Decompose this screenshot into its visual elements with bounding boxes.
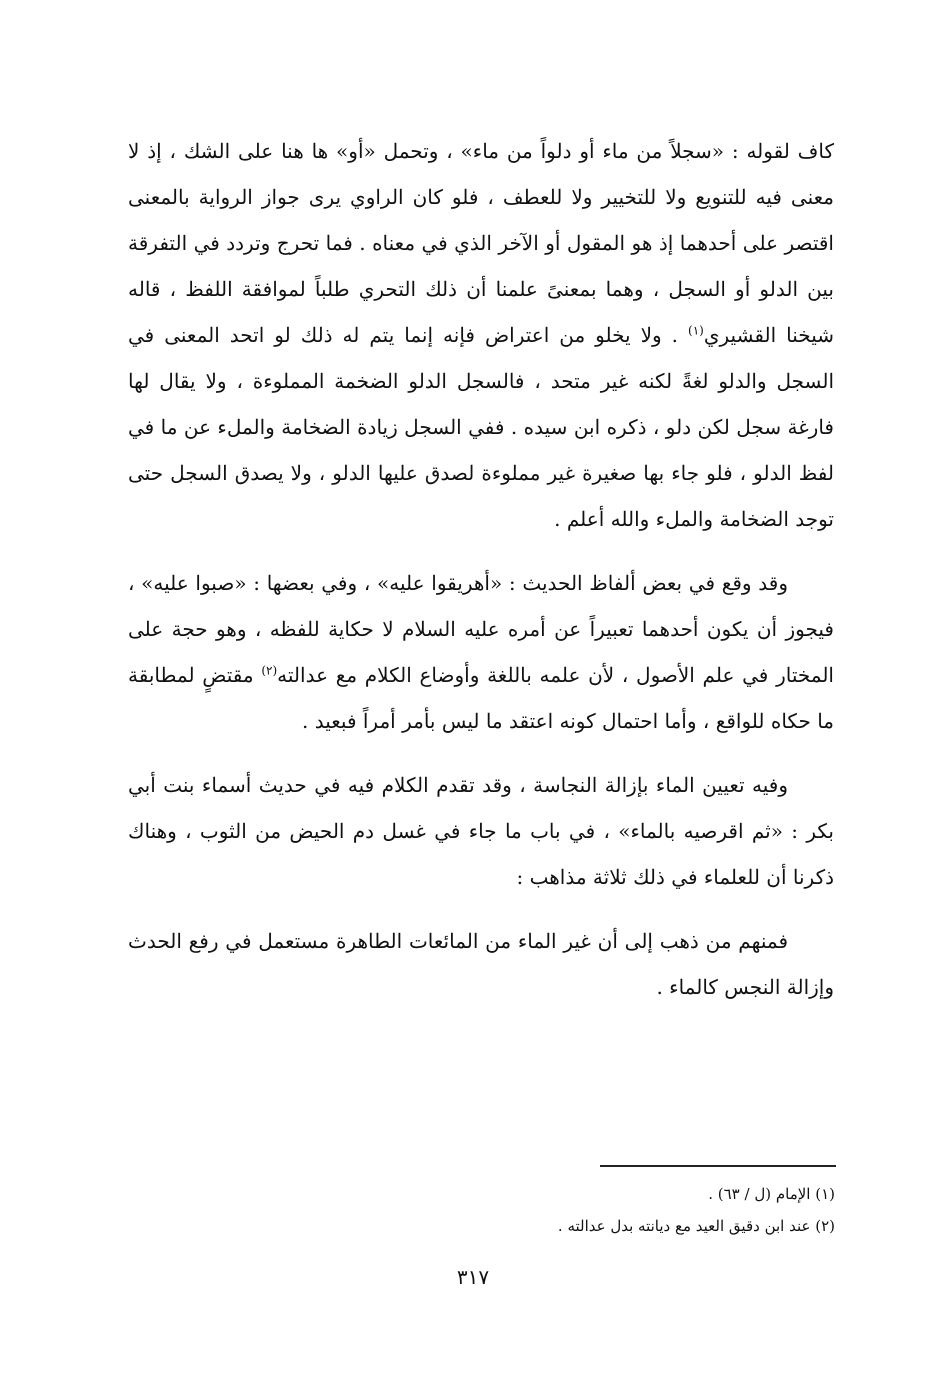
paragraph-2	[128, 560, 834, 744]
page-number: ٣١٧	[456, 1265, 490, 1289]
paragraph-3: وفيه تعيين الماء بإزالة النجاسة ، وقد تقدم الكلام فيه في حديث أسماء بنت أبي بكر : «ثم اقرصيه بالماء» ، في باب ما جاء في غسل دم الحيض من الثوب ، وهناك ذكرنا أن للعلماء في ذلك ثلاثة مذاهب :	[128, 773, 834, 889]
footnote-2: (٢) عند ابن دقيق العيد مع ديانته بدل عدالته .	[557, 1217, 835, 1235]
paragraph-4: فمنهم من ذهب إلى أن غير الماء من المائعات الطاهرة مستعمل في رفع الحدث وإزالة النجس كالماء .	[128, 929, 834, 999]
footnote-1: (١) الإمام (ل / ٦٣) .	[708, 1185, 835, 1203]
paragraph-1-text-a: كاف لقوله : «سجلاً من ماء أو دلواً من ماء» ، وتحمل «أو» ها هنا على الشك ، إذ لا معنى فيه للتنويع ولا للتخيير ولا للعطف ، فلو كان الراوي يرى جواز الرواية بالمعنى اقتصر على أحدهما إذ هو المقول أو الآخر الذي في معناه . فما تحرج وتردد في التفرقة بين الدلو أو السجل ، وهما بمعنىً علمنا أن ذلك التحري طلباً لموافقة اللفظ ، قاله شيخنا القشيري	[128, 139, 834, 347]
paragraph-1	[128, 128, 834, 542]
footnote-ref-2: (٢)	[261, 663, 278, 678]
paragraph-2-text-b: مقتضٍ لمطابقة ما حكاه للواقع ، وأما احتمال كونه اعتقد ما ليس بأمر أمراً فبعيد .	[128, 663, 834, 733]
footnote-divider	[600, 1165, 836, 1167]
paragraph-1-text-b: . ولا يخلو من اعتراض فإنه إنما يتم له ذلك لو اتحد المعنى في السجل والدلو لغةً لكنه غير متحد ، فالسجل الدلو الضخمة المملوءة ، ولا يقال لها فارغة سجل لكن دلو ، ذكره ابن سيده . ففي السجل زيادة الضخامة والملء عن ما في لفظ الدلو ، فلو جاء بها صغيرة غير مملوءة لصدق عليها الدلو ، ولا يصدق السجل حتى توجد الضخامة والملء والله أعلم .	[128, 323, 834, 531]
paragraph-2-text-a: وقد وقع في بعض ألفاظ الحديث : «أهريقوا عليه» ، وفي بعضها : «صبوا عليه» ، فيجوز أن يكون أحدهما تعبيراً عن أمره عليه السلام لا حكاية للفظه ، وهو حجة على المختار في علم الأصول ، لأن علمه باللغة وأوضاع الكلام مع عدالته	[128, 571, 834, 687]
footnotes	[300, 1178, 835, 1242]
footnote-ref-1: (١)	[688, 323, 704, 338]
main-text	[128, 128, 834, 1010]
